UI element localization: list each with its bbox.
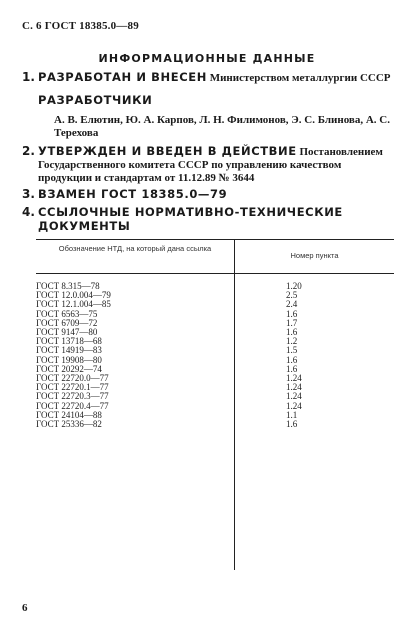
table-header-row bbox=[36, 240, 394, 274]
clause-number: 2.4 bbox=[286, 299, 298, 310]
clause-number: 1.6 bbox=[286, 419, 298, 429]
item-number: 4. bbox=[22, 205, 35, 219]
reference-document: ГОСТ 14919—83 bbox=[36, 345, 102, 356]
reference-document: ГОСТ 20292—74 bbox=[36, 363, 102, 374]
reference-document: ГОСТ 8.315—78 bbox=[36, 281, 100, 291]
item-lead: РАЗРАБОТАН И ВНЕСЕН bbox=[38, 70, 207, 84]
clause-number: 1.6 bbox=[286, 363, 298, 374]
reference-document: ГОСТ 22720.4—77 bbox=[36, 400, 109, 411]
reference-document: ГОСТ 19908—80 bbox=[36, 354, 102, 365]
item-lead: ССЫЛОЧНЫЕ НОРМАТИВНО-ТЕХНИЧЕСКИЕ ДОКУМЕНТЫ bbox=[38, 205, 343, 233]
item-number: 1. bbox=[22, 70, 35, 84]
item-text: Постановлением Государственного комитета СССР по управлению качеством продукции и стандартам от 11.12.89 № 3644 bbox=[38, 146, 383, 184]
reference-document: ГОСТ 25336—82 bbox=[36, 419, 102, 429]
item-lead: ВЗАМЕН ГОСТ 18385.0—79 bbox=[38, 187, 228, 201]
item-number: 2. bbox=[22, 144, 35, 158]
reference-document: ГОСТ 22720.1—77 bbox=[36, 382, 109, 393]
clause-number: 1.2 bbox=[286, 336, 298, 347]
info-item-3 bbox=[22, 188, 397, 202]
developers-heading: РАЗРАБОТЧИКИ bbox=[38, 93, 153, 107]
reference-document: ГОСТ 12.1.004—85 bbox=[36, 299, 111, 310]
reference-table bbox=[36, 239, 394, 570]
clause-number: 1.24 bbox=[286, 382, 302, 393]
clause-number: 1.5 bbox=[286, 345, 298, 356]
clause-number: 1.20 bbox=[286, 281, 302, 291]
reference-document: ГОСТ 6709—72 bbox=[36, 317, 98, 328]
column-header-clause: Номер пункта bbox=[290, 251, 339, 260]
item-text: Министерством металлургии СССР bbox=[206, 72, 391, 84]
clause-number: 1.6 bbox=[286, 327, 298, 337]
reference-document: ГОСТ 22720.0—77 bbox=[36, 373, 109, 383]
reference-document: ГОСТ 24104—88 bbox=[36, 409, 102, 420]
info-item-2 bbox=[22, 145, 397, 185]
clause-number: 1.1 bbox=[286, 409, 298, 420]
reference-document: ГОСТ 9147—80 bbox=[36, 327, 98, 337]
table-row bbox=[36, 420, 394, 429]
info-item-4 bbox=[22, 206, 397, 234]
item-lead: УТВЕРЖДЕН И ВВЕДЕН В ДЕЙСТВИЕ bbox=[38, 144, 297, 158]
column-header-document: Обозначение НТД, на который дана ссылка bbox=[58, 244, 212, 253]
clause-number: 1.7 bbox=[286, 317, 298, 328]
clause-number: 2.5 bbox=[286, 290, 298, 301]
reference-document: ГОСТ 12.0.004—79 bbox=[36, 290, 111, 301]
clause-number: 1.6 bbox=[286, 354, 298, 365]
clause-number: 1.24 bbox=[286, 400, 302, 411]
clause-number: 1.24 bbox=[286, 391, 302, 402]
clause-number: 1.6 bbox=[286, 308, 298, 319]
item-number: 3. bbox=[22, 187, 35, 201]
running-head: С. 6 ГОСТ 18385.0—89 bbox=[22, 20, 139, 32]
reference-document: ГОСТ 6563—75 bbox=[36, 308, 98, 319]
clause-number: 1.24 bbox=[286, 373, 302, 383]
developers-heading-row bbox=[22, 94, 397, 108]
info-item-1 bbox=[22, 71, 397, 85]
developers-names: А. В. Елютин, Ю. А. Карпов, Л. Н. Филимонов, Э. С. Блинова, А. С. Терехова bbox=[54, 114, 390, 139]
page-number: 6 bbox=[22, 602, 28, 614]
document-title: ИНФОРМАЦИОННЫЕ ДАННЫЕ bbox=[98, 52, 316, 65]
reference-document: ГОСТ 22720.3—77 bbox=[36, 391, 109, 402]
reference-document: ГОСТ 13718—68 bbox=[36, 336, 102, 347]
